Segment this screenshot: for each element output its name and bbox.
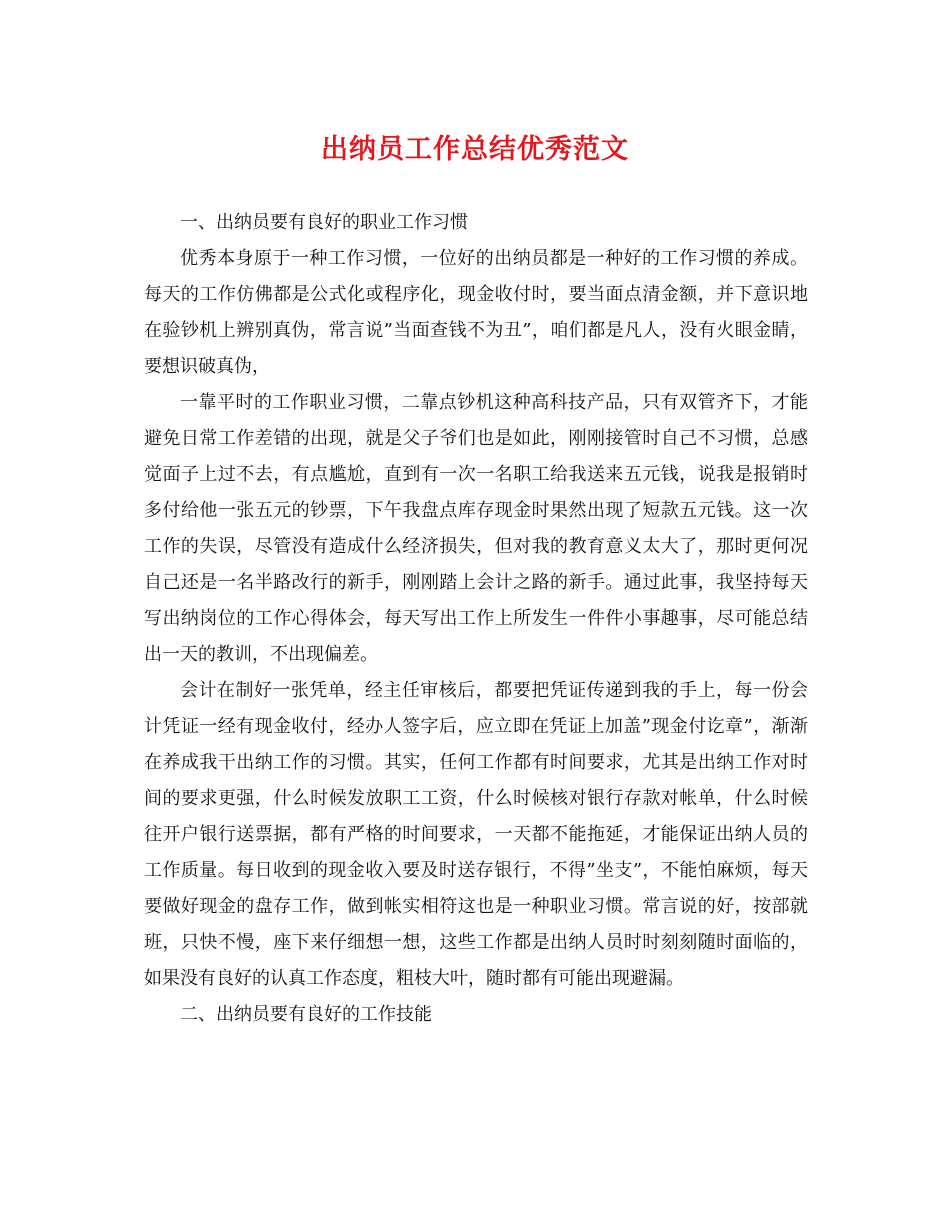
paragraph: 优秀本身原于一种工作习惯，一位好的出纳员都是一种好的工作习惯的养成。每天的工作仿佛都是公式化或程序化，现金收付时，要当面点清金额，并下意识地在验钞机上辨别真伪，常言说”当面查钱不为丑”，咱们都是凡人，没有火眼金睛，要想识破真伪，	[144, 248, 808, 377]
paragraph: 会计在制好一张凭单，经主任审核后，都要把凭证传递到我的手上，每一份会计凭证一经有现金收付，经办人签字后，应立即在凭证上加盖”现金付讫章”，渐渐在养成我干出纳工作的习惯。其实，任何工作都有时间要求，尤其是出纳工作对时间的要求更强，什么时候发放职工工资，什么时候核对银行存款对帐单，什么时候往开户银行送票据，都有严格的时间要求，一天都不能拖延，才能保证出纳人员的工作质量。每日收到的现金收入要及时送存银行，不得”坐支”，不能怕麻烦，每天要做好现金的盘存工作，做到帐实相符这也是一种职业习惯。常言说的好，按部就班，只快不慢，座下来仔细想一想，这些工作都是出纳人员时时刻刻随时面临的，如果没有良好的认真工作态度，粗枝大叶，随时都有可能出现避漏。	[144, 680, 808, 989]
document-body	[144, 205, 808, 1033]
section-heading-2: 二、出纳员要有良好的工作技能	[180, 1004, 432, 1025]
section-heading-1: 一、出纳员要有良好的职业工作习惯	[180, 212, 468, 233]
document-title: 出纳员工作总结优秀范文	[321, 134, 629, 165]
paragraph: 一靠平时的工作职业习惯，二靠点钞机这种高科技产品，只有双管齐下，才能避免日常工作差错的出现，就是父子爷们也是如此，刚刚接管时自己不习惯，总感觉面子上过不去，有点尴尬，直到有一次一名职工给我送来五元钱，说我是报销时多付给他一张五元的钞票，下午我盘点库存现金时果然出现了短款五元钱。这一次工作的失误，尽管没有造成什么经济损失，但对我的教育意义太大了，那时更何况自己还是一名半路改行的新手，刚刚踏上会计之路的新手。通过此事，我坚持每天写出纳岗位的工作心得体会，每天写出工作上所发生一件件小事趣事，尽可能总结出一天的教训，不出现偏差。	[144, 392, 808, 665]
